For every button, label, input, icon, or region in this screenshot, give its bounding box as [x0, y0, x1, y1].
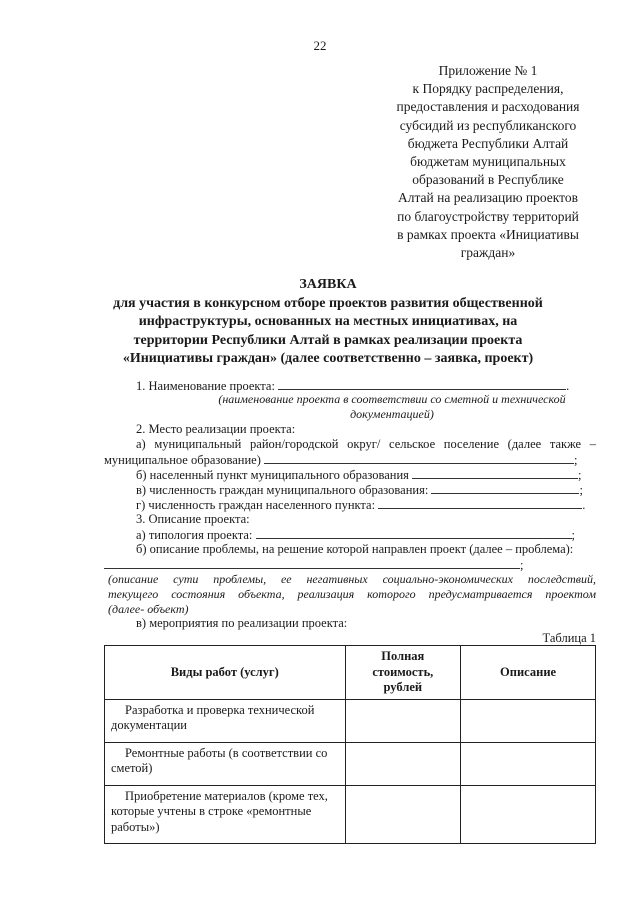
item2g-label: г) численность граждан населенного пункта: — [136, 498, 376, 512]
row-label: Приобретение материалов (кроме тех, которые учтены в строке «ремонтные работы») — [111, 788, 328, 834]
appendix-line: граждан» — [460, 245, 516, 261]
title-line: для участия в конкурсном отборе проектов развития общественной — [113, 295, 543, 311]
item2v-row — [136, 482, 583, 498]
header-description: Описание — [461, 646, 596, 700]
settlement-field[interactable] — [412, 467, 578, 479]
item2b-label: б) населенный пункт муниципального образования — [136, 468, 409, 482]
item2v-label: в) численность граждан муниципального образования: — [136, 483, 429, 497]
cost-cell[interactable] — [345, 742, 461, 785]
item3-label: 3. Описание проекта: — [136, 512, 250, 526]
project-name-field[interactable] — [278, 378, 566, 390]
item2a-line1: а) муниципальный район/городской округ/ сельское поселение (далее также – — [136, 437, 596, 451]
row-label: Разработка и проверка технической документации — [111, 702, 315, 732]
item1-note-line: (наименование проекта в соответствии со сметной и технической — [218, 392, 566, 406]
project-typology-field[interactable] — [256, 527, 572, 539]
item1-note-line: документацией) — [350, 407, 434, 421]
item1-note — [196, 392, 588, 422]
table-cell — [105, 742, 346, 785]
item3v-label: в) мероприятия по реализации проекта: — [136, 616, 348, 630]
document-title — [100, 276, 556, 369]
municipality-population-field[interactable] — [431, 482, 579, 494]
appendix-line: к Порядку распределения, — [412, 81, 564, 97]
semicolon: ; — [571, 528, 575, 542]
title-line: территории Республики Алтай в рамках реализации проекта — [133, 332, 523, 348]
problem-row — [104, 557, 523, 573]
problem-note-line: текущего состояния объекта, реализация которого предусматривается проектом — [108, 587, 596, 601]
table-header-row — [105, 646, 596, 700]
description-cell[interactable] — [461, 699, 596, 742]
semicolon: ; — [574, 453, 578, 467]
problem-note-line: (далее- объект) — [108, 602, 189, 616]
item1-label: 1. Наименование проекта: — [136, 379, 275, 393]
appendix-line: бюджетам муниципальных — [410, 154, 566, 170]
municipality-field[interactable] — [264, 452, 574, 464]
table-label: Таблица 1 — [542, 631, 596, 645]
appendix-header — [372, 62, 604, 262]
table-row — [105, 785, 596, 843]
semicolon: ; — [520, 558, 524, 572]
problem-note — [108, 572, 596, 617]
item3a-row — [136, 527, 575, 543]
page-number: 22 — [313, 38, 327, 53]
appendix-line: Приложение № 1 — [438, 63, 538, 78]
item1-end: . — [566, 379, 570, 393]
appendix-line: Алтай на реализацию проектов — [397, 190, 579, 206]
cost-cell[interactable] — [345, 785, 461, 843]
table-cell — [105, 699, 346, 742]
description-cell[interactable] — [461, 742, 596, 785]
item2-label: 2. Место реализации проекта: — [136, 422, 296, 436]
semicolon: ; — [578, 468, 582, 482]
item3a-label: а) типология проекта: — [136, 528, 253, 542]
item2b-row — [136, 467, 582, 483]
period: . — [582, 498, 586, 512]
problem-field[interactable] — [104, 557, 520, 569]
appendix-line: образований в Республике — [412, 172, 564, 188]
row-label: Ремонтные работы (в соответствии со сметой) — [111, 745, 328, 775]
item2g-row — [136, 497, 585, 513]
header-full-cost: Полная стоимость, рублей — [345, 646, 461, 700]
appendix-line: по благоустройству территорий — [397, 208, 579, 224]
appendix-line: бюджета Республики Алтай — [407, 135, 569, 151]
table-row — [105, 742, 596, 785]
description-cell[interactable] — [461, 785, 596, 843]
title-line: «Инициативы граждан» (далее соответственно – заявка, проект) — [122, 351, 534, 366]
semicolon: ; — [579, 483, 583, 497]
cost-cell[interactable] — [345, 699, 461, 742]
item2a-row — [104, 452, 577, 468]
appendix-line: субсидий из республиканского — [399, 117, 577, 133]
item2a-label: муниципальное образование) — [104, 453, 261, 467]
header-work-types: Виды работ (услуг) — [105, 646, 346, 700]
appendix-line: в рамках проекта «Инициативы — [397, 226, 579, 242]
table-row — [105, 699, 596, 742]
title-heading: ЗАЯВКА — [299, 277, 357, 292]
settlement-population-field[interactable] — [378, 497, 582, 509]
appendix-line: предоставления и расходования — [396, 99, 580, 115]
title-line: инфраструктуры, основанных на местных инициативах, на — [138, 314, 518, 329]
works-table — [104, 645, 596, 844]
problem-note-line: (описание сути проблемы, ее негативных социально-экономических последствий, — [108, 572, 596, 586]
item3b-label: б) описание проблемы, на решение которой направлен проект (далее – проблема): — [136, 542, 574, 556]
table-cell — [105, 785, 346, 843]
